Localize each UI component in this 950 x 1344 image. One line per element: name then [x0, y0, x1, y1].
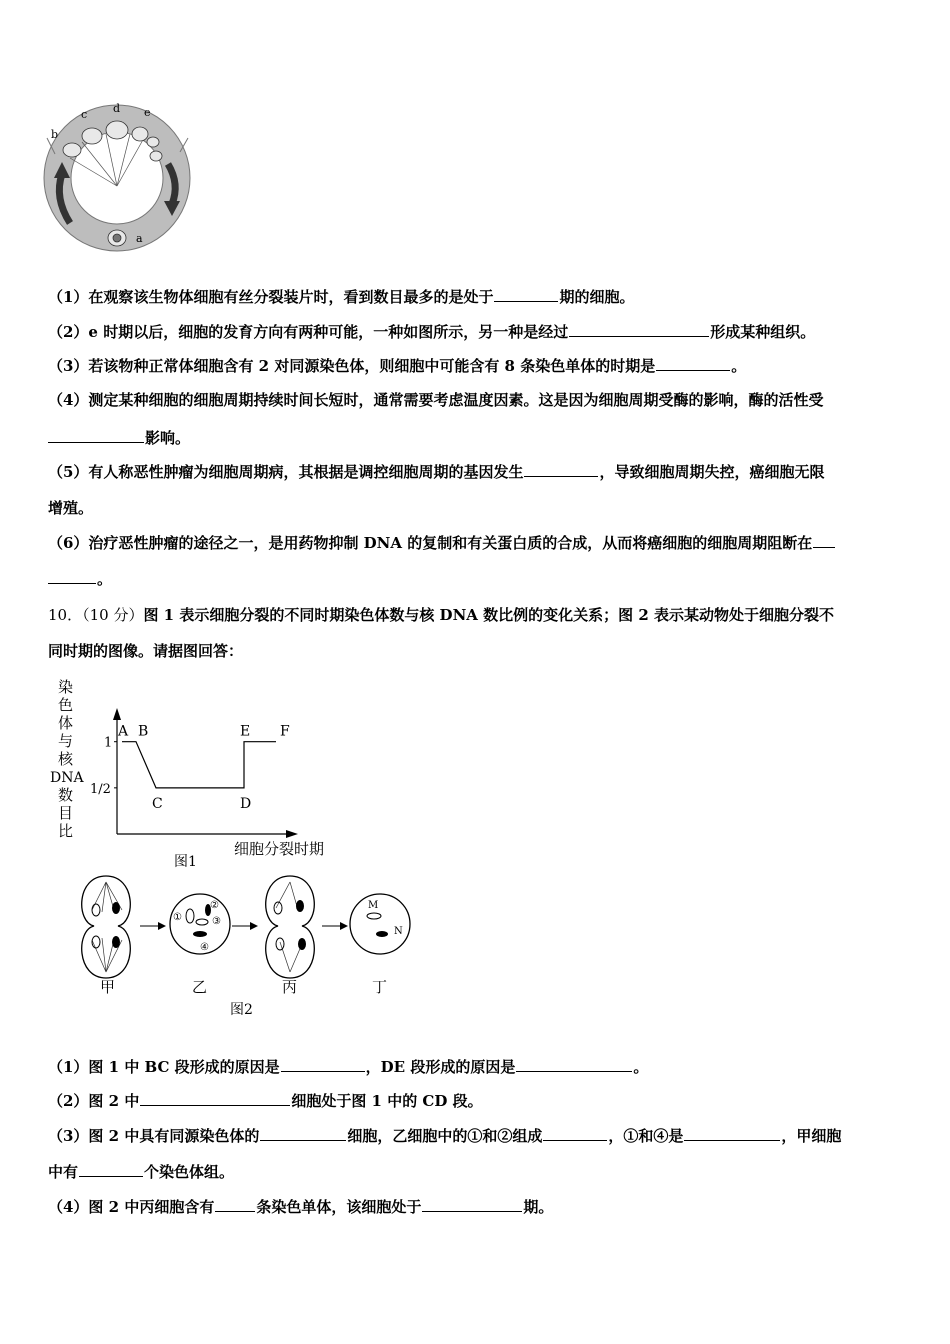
y-axis-arrow	[113, 708, 121, 720]
y-label-char: DNA	[50, 770, 84, 786]
answer-blank[interactable]	[48, 428, 144, 443]
y-label-char: 色	[58, 696, 74, 714]
q10-3-line1: （3）图 2 中具有同源染色体的 细胞，乙细胞中的①和②组成 ，①和④是 ，甲细胞	[48, 1127, 842, 1145]
y-label-char: 染	[58, 678, 74, 696]
chart-y-label	[50, 678, 84, 840]
mark-4: ④	[200, 942, 209, 953]
mark-N: N	[394, 926, 403, 937]
label-e: e	[144, 106, 151, 119]
q10-intro-line1: 10．（10 分）图 1 表示细胞分裂的不同时期染色体数与核 DNA 数比例的变化关系；图 2 表示某动物处于细胞分裂不	[48, 606, 835, 624]
mark-1: ①	[173, 912, 182, 923]
y-label-char: 目	[58, 804, 74, 822]
q9-5-line1: （5）有人称恶性肿瘤为细胞周期病，其根据是调控细胞周期的基因发生 ，导致细胞周期失控，癌细胞无限	[48, 463, 825, 481]
answer-blank[interactable]	[684, 1126, 780, 1141]
figure2	[70, 872, 420, 1022]
answer-blank[interactable]	[494, 287, 558, 302]
point-label-E: E	[240, 723, 251, 740]
label-c: c	[81, 108, 88, 121]
chart-title: 图1	[174, 854, 197, 870]
cell-yi	[170, 894, 230, 954]
q10-2: （2）图 2 中 细胞处于图 1 中的 CD 段。	[48, 1092, 483, 1110]
y-label-char: 数	[58, 786, 74, 804]
label-a: a	[136, 232, 143, 245]
q9-3: （3）若该物种正常体细胞含有 2 对同源染色体，则细胞中可能含有 8 条染色单体的时期是 。	[48, 357, 747, 375]
y-tick-label: 1/2	[90, 781, 111, 797]
q9-2: （2）e 时期以后，细胞的发育方向有两种可能，一种如图所示，另一种是经过 形成某种组织。	[48, 323, 816, 341]
answer-blank[interactable]	[215, 1197, 255, 1212]
y-label-char: 体	[58, 714, 74, 732]
answer-blank[interactable]	[140, 1091, 290, 1106]
x-axis-label: 细胞分裂时期	[234, 840, 325, 858]
cell-label-bing: 丙	[282, 978, 298, 996]
q9-1: （1）在观察该生物体细胞有丝分裂装片时，看到数目最多的是处于 期的细胞。	[48, 288, 635, 306]
q9-4-line2: 影响。	[48, 427, 190, 448]
answer-blank[interactable]	[516, 1057, 632, 1072]
q10-3-line2: 中有 个染色体组。	[48, 1163, 235, 1181]
point-label-C: C	[152, 795, 163, 812]
cell-ding	[350, 894, 410, 954]
q9-5-line2: 增殖。	[48, 499, 94, 517]
answer-blank[interactable]	[543, 1126, 607, 1141]
answer-blank[interactable]	[422, 1197, 522, 1212]
y-label-char: 核	[58, 750, 74, 768]
question-number: 10．（10 分）	[48, 606, 144, 624]
q9-6-line1: （6）治疗恶性肿瘤的途径之一，是用药物抑制 DNA 的复制和有关蛋白质的合成，从而将癌细胞的细胞周期阻断在	[48, 532, 836, 553]
cell-bing	[266, 876, 315, 978]
point-label-F: F	[280, 723, 290, 740]
x-axis-arrow	[286, 830, 298, 838]
q9-6-line2: 。	[48, 568, 112, 589]
y-label-char: 与	[58, 732, 74, 750]
mark-2: ②	[210, 900, 219, 911]
y-tick-label: 1	[104, 735, 113, 751]
answer-blank[interactable]	[813, 533, 835, 548]
figure1-chart	[46, 676, 356, 872]
q10-4: （4）图 2 中丙细胞含有 条染色单体，该细胞处于 期。	[48, 1198, 554, 1216]
point-label-A: A	[118, 723, 129, 740]
cell-label-yi: 乙	[192, 978, 208, 996]
q10-1: （1）图 1 中 BC 段形成的原因是 ，DE 段形成的原因是 。	[48, 1058, 649, 1076]
point-label-D: D	[240, 795, 252, 812]
answer-blank[interactable]	[524, 462, 598, 477]
q10-intro-line2: 同时期的图像。请据图回答：	[48, 642, 244, 660]
series-line	[122, 742, 276, 788]
mark-M: M	[368, 900, 379, 911]
answer-blank[interactable]	[569, 322, 709, 337]
cell-jia	[82, 876, 131, 978]
figure2-caption: 图2	[230, 1002, 253, 1018]
answer-blank[interactable]	[260, 1126, 346, 1141]
label-d: d	[113, 102, 121, 115]
cell-label-ding: 丁	[372, 978, 388, 996]
y-label-char: 比	[58, 822, 74, 840]
cell-label-jia: 甲	[100, 978, 116, 996]
cell-cycle-figure	[40, 98, 200, 258]
point-label-B: B	[138, 723, 149, 740]
q9-4-line1: （4）测定某种细胞的细胞周期持续时间长短时，通常需要考虑温度因素。这是因为细胞周期受酶的影响，酶的活性受	[48, 391, 824, 409]
answer-blank[interactable]	[79, 1162, 143, 1177]
answer-blank[interactable]	[48, 569, 96, 584]
label-b: b	[51, 128, 59, 141]
mark-3: ③	[212, 916, 221, 927]
answer-blank[interactable]	[281, 1057, 365, 1072]
answer-blank[interactable]	[656, 356, 730, 371]
